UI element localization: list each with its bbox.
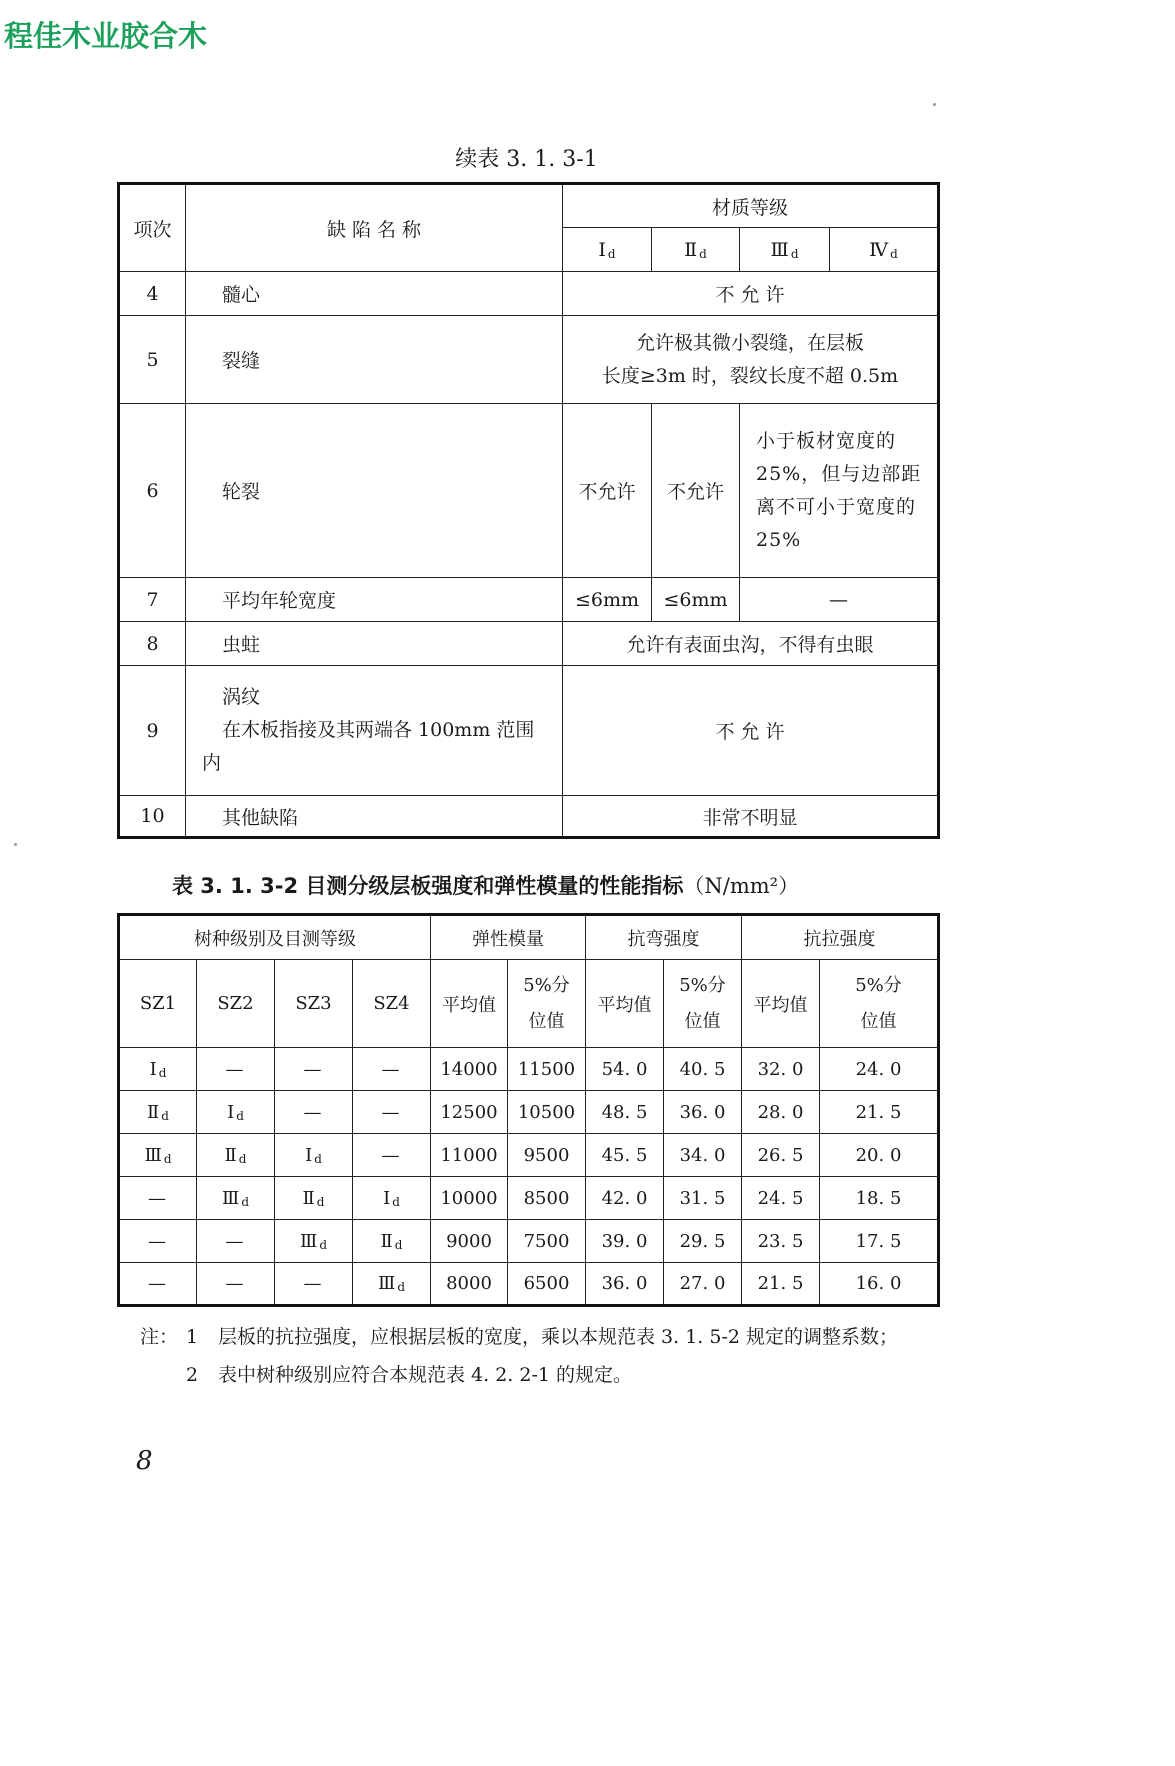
- header-item: 项次: [119, 184, 186, 272]
- grade-sz3: —: [275, 1091, 353, 1134]
- table-row: [119, 1220, 939, 1263]
- table-row: [119, 1263, 939, 1306]
- row-number: 8: [119, 622, 186, 666]
- grade-sz2: —: [197, 1220, 275, 1263]
- grade-sz1: —: [119, 1263, 197, 1306]
- value-t-mean: 26. 5: [742, 1134, 820, 1177]
- grade-sz4: Ⅰ d: [353, 1177, 431, 1220]
- grade-sz1: —: [119, 1220, 197, 1263]
- header-sz1: SZ1: [119, 960, 197, 1048]
- grade-value-line: 允许极其微小裂缝，在层板: [636, 331, 865, 354]
- value-t-5: 16. 0: [820, 1263, 939, 1306]
- table1-caption: 续表 3. 1. 3-1: [455, 147, 598, 172]
- grade-sz1: Ⅱ d: [119, 1091, 197, 1134]
- header-sz4: SZ4: [353, 960, 431, 1048]
- scan-speck: [14, 843, 17, 846]
- grade-value: 不 允 许: [563, 666, 939, 796]
- grade-sz2: Ⅰ d: [197, 1091, 275, 1134]
- header-mean: 平均值: [742, 960, 820, 1048]
- value-t-5: 20. 0: [820, 1134, 939, 1177]
- grade-sz3: Ⅱ d: [275, 1177, 353, 1220]
- defect-name: 髓心: [186, 272, 563, 316]
- grade-1-value: 不允许: [563, 404, 652, 578]
- table-row: [119, 622, 939, 666]
- row-number: 9: [119, 666, 186, 796]
- defect-grade-table: [117, 182, 940, 839]
- value-t-mean: 23. 5: [742, 1220, 820, 1263]
- header-grade-1: Ⅰ d: [563, 228, 652, 272]
- scan-speck: [933, 103, 936, 106]
- table-row: [119, 404, 939, 578]
- grade-sz4: —: [353, 1091, 431, 1134]
- grade-sz2: —: [197, 1263, 275, 1306]
- table2-caption-title: 表 3. 1. 3-2 目测分级层板强度和弹性模量的性能指标: [172, 874, 684, 898]
- header-grade: 材质等级: [563, 184, 939, 228]
- value-b-5: 27. 0: [664, 1263, 742, 1306]
- table-row: [119, 272, 939, 316]
- grade-sz2: Ⅱ d: [197, 1134, 275, 1177]
- value-b-mean: 36. 0: [586, 1263, 664, 1306]
- row-number: 7: [119, 578, 186, 622]
- value-e-5: 9500: [508, 1134, 586, 1177]
- defect-name: 平均年轮宽度: [186, 578, 563, 622]
- grade-sz3: —: [275, 1048, 353, 1091]
- header-tensile-strength: 抗拉强度: [742, 915, 939, 960]
- grade-sz1: —: [119, 1177, 197, 1220]
- header-elastic-modulus: 弹性模量: [431, 915, 586, 960]
- value-e-mean: 12500: [431, 1091, 508, 1134]
- value-e-5: 10500: [508, 1091, 586, 1134]
- grade-sz3: Ⅰ d: [275, 1134, 353, 1177]
- grade-sz3: —: [275, 1263, 353, 1306]
- header-grade-2: Ⅱ d: [652, 228, 740, 272]
- header-species-grade: 树种级别及目测等级: [119, 915, 431, 960]
- value-e-5: 7500: [508, 1220, 586, 1263]
- notes: [140, 1318, 938, 1394]
- defect-name: 虫蛀: [186, 622, 563, 666]
- value-b-mean: 39. 0: [586, 1220, 664, 1263]
- grade-value: 非常不明显: [563, 796, 939, 838]
- value-b-5: 40. 5: [664, 1048, 742, 1091]
- header-mean: 平均值: [586, 960, 664, 1048]
- row-number: 5: [119, 316, 186, 404]
- table-row: [119, 1048, 939, 1091]
- value-e-mean: 9000: [431, 1220, 508, 1263]
- value-t-mean: 28. 0: [742, 1091, 820, 1134]
- strength-modulus-table: [117, 913, 940, 1307]
- header-grade-3: Ⅲ d: [740, 228, 830, 272]
- note-text: 层板的抗拉强度，应根据层板的宽度，乘以本规范表 3. 1. 5-2 规定的调整系数；: [218, 1326, 899, 1348]
- value-b-5: 29. 5: [664, 1220, 742, 1263]
- value-t-mean: 32. 0: [742, 1048, 820, 1091]
- value-e-mean: 10000: [431, 1177, 508, 1220]
- grade-value: 允许有表面虫沟，不得有虫眼: [563, 622, 939, 666]
- defect-name-line: 涡纹: [222, 686, 261, 708]
- value-t-5: 24. 0: [820, 1048, 939, 1091]
- value-t-mean: 24. 5: [742, 1177, 820, 1220]
- value-b-5: 34. 0: [664, 1134, 742, 1177]
- table-row: [119, 316, 939, 404]
- grade-sz3: Ⅲ d: [275, 1220, 353, 1263]
- value-b-mean: 54. 0: [586, 1048, 664, 1091]
- note-number: 1: [186, 1326, 199, 1348]
- grade-sz4: —: [353, 1048, 431, 1091]
- value-t-5: 17. 5: [820, 1220, 939, 1263]
- defect-name-line: 在木板指接及其两端各 100mm 范围内: [202, 719, 535, 774]
- defect-name: 轮裂: [186, 404, 563, 578]
- value-b-5: 31. 5: [664, 1177, 742, 1220]
- value-e-5: 8500: [508, 1177, 586, 1220]
- value-e-mean: 8000: [431, 1263, 508, 1306]
- value-e-mean: 14000: [431, 1048, 508, 1091]
- table-row: [119, 578, 939, 622]
- value-e-5: 6500: [508, 1263, 586, 1306]
- grade-sz2: —: [197, 1048, 275, 1091]
- header-5pct: 5%分 位值: [820, 960, 939, 1048]
- table-row: [119, 796, 939, 838]
- row-number: 4: [119, 272, 186, 316]
- table2-caption-unit: （N/mm²）: [683, 874, 800, 898]
- grade-sz1: Ⅲ d: [119, 1134, 197, 1177]
- table-row: [119, 1134, 939, 1177]
- page-number: 8: [136, 1446, 153, 1476]
- table-row: [119, 1177, 939, 1220]
- grade-sz4: —: [353, 1134, 431, 1177]
- grade-2-value: 不允许: [652, 404, 740, 578]
- note-text: 表中树种级别应符合本规范表 4. 2. 2-1 的规定。: [218, 1364, 633, 1386]
- note-1: [140, 1318, 938, 1356]
- value-b-mean: 42. 0: [586, 1177, 664, 1220]
- header-sz3: SZ3: [275, 960, 353, 1048]
- grade-2-value: ≤6mm: [652, 578, 740, 622]
- note-2: [186, 1356, 938, 1394]
- grade-value-line: 长度≥3m 时，裂纹长度不超 0.5m: [601, 364, 899, 387]
- value-b-mean: 48. 5: [586, 1091, 664, 1134]
- value-b-5: 36. 0: [664, 1091, 742, 1134]
- grade-value: 不 允 许: [563, 272, 939, 316]
- row-number: 6: [119, 404, 186, 578]
- defect-name: 其他缺陷: [186, 796, 563, 838]
- grade-sz2: Ⅲ d: [197, 1177, 275, 1220]
- defect-name: [186, 666, 563, 796]
- value-e-5: 11500: [508, 1048, 586, 1091]
- value-e-mean: 11000: [431, 1134, 508, 1177]
- grade-sz4: Ⅱ d: [353, 1220, 431, 1263]
- note-label: 注：: [140, 1326, 179, 1348]
- header-bending-strength: 抗弯强度: [586, 915, 742, 960]
- row-number: 10: [119, 796, 186, 838]
- note-number: 2: [186, 1364, 199, 1386]
- header-defect-name: 缺 陷 名 称: [186, 184, 563, 272]
- table-row: [119, 666, 939, 796]
- header-sz2: SZ2: [197, 960, 275, 1048]
- header-5pct: 5%分 位值: [664, 960, 742, 1048]
- strength-rows: [119, 1048, 939, 1306]
- grade-sz1: Ⅰ d: [119, 1048, 197, 1091]
- header-mean: 平均值: [431, 960, 508, 1048]
- table2-caption: [172, 870, 799, 900]
- value-t-5: 18. 5: [820, 1177, 939, 1220]
- header-5pct: 5%分 位值: [508, 960, 586, 1048]
- grade-sz4: Ⅲ d: [353, 1263, 431, 1306]
- value-b-mean: 45. 5: [586, 1134, 664, 1177]
- watermark-logo-text: 程佳木业胶合木: [4, 19, 208, 53]
- defect-name: 裂缝: [186, 316, 563, 404]
- grade-34-value: 小于板材宽度的 25%，但与边部距离不可小于宽度的 25%: [740, 404, 939, 578]
- grade-34-value: —: [740, 578, 939, 622]
- table-row: [119, 1091, 939, 1134]
- value-t-5: 21. 5: [820, 1091, 939, 1134]
- grade-1-value: ≤6mm: [563, 578, 652, 622]
- header-grade-4: Ⅳ d: [830, 228, 939, 272]
- value-t-mean: 21. 5: [742, 1263, 820, 1306]
- grade-value: [563, 316, 939, 404]
